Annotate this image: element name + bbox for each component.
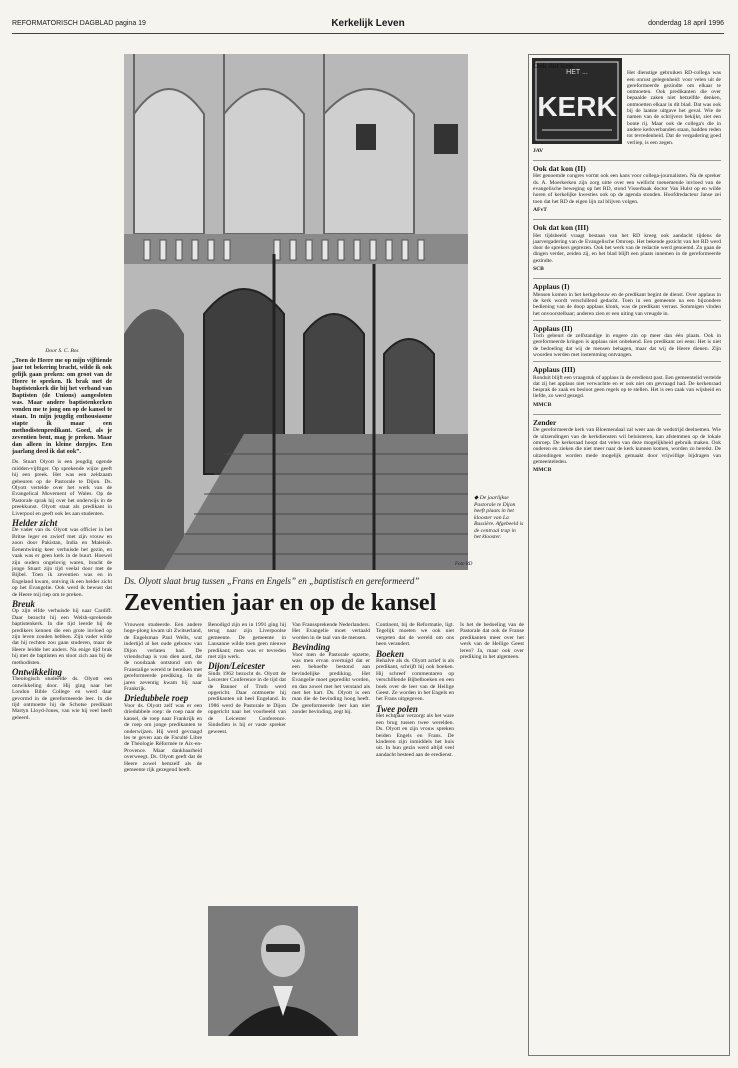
sidebar-heading: Applaus (II) bbox=[533, 323, 573, 333]
portrait-illustration bbox=[208, 906, 358, 1036]
photo-credit: Foto RD bbox=[455, 562, 473, 567]
column-text: Van Franssprekende Nederlanders. Het Evangelie moet vertaald worden in de taal van de mensen. bbox=[292, 622, 370, 641]
article-column-5 bbox=[460, 622, 524, 662]
column-text: Continent, bij de Reformatie, ligt. Tegelijk moeten we ook niet vergeten dat de wereld om ons heen verandert. bbox=[376, 622, 454, 648]
sidebar-text: Ronduit blijft een vraagstuk of applaus in de eredienst past. Een gemeentelid vertelde dat zij het applaus niet verwachtte en er ook niet om gevraagd had. De kerkenraad besprak de zaak en besloot geen regels op te stellen. Het is een zaak van wijsheid en liefde, zo werd gezegd. bbox=[533, 374, 722, 400]
sidebar-signature: MMCB bbox=[533, 401, 552, 408]
sidebar-divider bbox=[533, 278, 721, 279]
section-heading: Breuk bbox=[12, 598, 36, 609]
sidebar-text: Mensen komen in het kerkgebouw en de predikant begint de dienst. Over applaus in de kerk wordt verschillend gedacht. Toen in een gemeente na een bijzondere bediening van de doop applaus klonk, was de predikant verrast. Sommigen vinden het onvoorstelbaar; anderen zien er een uiting van vreugde in. bbox=[533, 291, 721, 317]
sidebar-column bbox=[533, 58, 721, 479]
sidebar-text: De gereformeerde kerk van Bloemendaal zal weer aan de wedstrijd deelnemen. Wie de uitzendingen van de kerkdiensten wil beluisteren, kan afstemmen op de lokale omroep. De kerkeraad hoopt dat velen van deze mogelijkheid gebruik maken. Ook ouderen en zieken die niet meer naar de kerk kunnen komen, worden zo bereikt. De uitzendingen worden mede mogelijk gemaakt door vrijwillige bijdragen van gemeenteleden. bbox=[533, 427, 721, 465]
photo-caption: ◆ De jaarlijkse Pastorale te Dijon heeft plaats in het klooster van La Bussière. Afgebeeld is de centraal trap in het klooster. bbox=[474, 495, 524, 540]
sidebar-text: Toch gebeurt de zelfstandige in engere zin op meer dan één plaats. Ook in gereformeerde kringen is applaus niet onbekend. Een predikant zei eens: Het is niet de bedoeling dat wij de mensen behagen, maar dat wij de Heere dienen. Zijn woorden werden met instemming ontvangen. bbox=[533, 333, 721, 358]
byline: Door S. C. Bos bbox=[45, 348, 79, 354]
column-heading: Twee polen bbox=[376, 703, 418, 714]
column-heading: Dijon/Leicester bbox=[208, 661, 265, 672]
column-text: Benodigd zijn en in 1991 ging hij terug naar zijn Liverpoolse gemeente. De gemeente in Lausanne wilde toen geen nieuwe predikant; men was er tevreden met zijn werk. bbox=[208, 622, 286, 661]
column-heading: Boeken bbox=[376, 648, 404, 659]
portrait-photo bbox=[208, 906, 358, 1036]
section-heading: Ontwikkeling bbox=[12, 667, 63, 677]
column-text: Vrouwen studeerde. Een andere hoge-ploeg kwam uit Zwitserland, de Engelsman Paul Wells, wat indertijd al het oude gebouw van Dijon verlaten had. De vriendschap is van dien aard, dat de noodzaak ontstond om de Franstalige wereld te bereiken met gereformeerde prediking. In de jaren zeventig kwam hij naar Frankrijk. bbox=[124, 622, 202, 693]
sidebar-divider bbox=[533, 160, 721, 161]
column-heading: Bevinding bbox=[292, 642, 331, 653]
sidebar-heading: Ook dat kon (II) bbox=[533, 164, 586, 174]
sidebar-heading: Zender bbox=[533, 418, 557, 428]
header-paper-page: REFORMATORISCH DAGBLAD pagina 19 bbox=[12, 20, 146, 27]
section-text: De vader van ds. Olyott was officier in het Britse leger en zwierf met zijn vrouw en zoon door Pakistan, India en Maleisië. Eenentwintig keer verhuisde het gezin, en vaak was er geen kerk in de buurt. Hoewel zijn ouders ongelovig waren, bracht de jonge Stuart zijn tijd veelal door met de Bijbel. Toen ik zeventien was en in Engeland kwam, ontving ik een helder zicht op het Evangelie. Ook werd ik bewust dat de Heere mij riep om te preken. bbox=[12, 527, 112, 598]
pull-quote: „Toen de Heere me op mijn vijftiende jaar tot bekering bracht, wilde ik ook gelijk gaan preken: om groot van de Heere te spreken. Ik brak met de baptistenkerk die bij het verband van Baptisten (de Unions) aangesloten was. Maar andere baptistenkerken vonden me te jong om op de kansel te staan. In mijn jeugdig enthousiasme stapte ik maar een methodistenpredikant. Goed, als je zeventien bent, mag je preken. Maar dan alleen in kleine dorpjes. Een jaarlang deed ik dat ook”. bbox=[12, 357, 112, 456]
article-headline: Zeventien jaar en op de kansel bbox=[124, 590, 437, 616]
column-text: Voor men de Pastorale opzette, was men ervan overtuigd dat er een behoefte bestond aan bevindelijke prediking. Het Evangelie moet gepredikt worden, en dan zowel met het verstand als met het hart. Ds. Olyott is een man die de bevinding hoog heeft. De gereformeerde leer kan niet zonder bevinding, zegt hij. bbox=[292, 651, 370, 716]
column-text: Het echtpaar verzorgt als het ware een brug tussen twee werelden. Ds. Olyott en zijn vrouw spreken beiden Engels en Frans. De kinderen zijn inmiddels het huis uit. In hun gezin werd altijd veel aandacht besteed aan de eredienst. bbox=[376, 713, 454, 758]
logo-top-text: HET ... bbox=[566, 69, 588, 76]
column-text: Sinds 1962 bezocht ds. Olyott de Leicester Conference in de tijd dat de Banner of Truth werd opgericht. Daar ontmoette hij predikanten uit heel Engeland. In 1986 werd de Pastorale te Dijon opgericht naar het voorbeeld van de Leicester Conference. Sindsdien is hij er vaste spreker geweest. bbox=[208, 670, 286, 735]
sidebar-heading: Ook dat kon (III) bbox=[533, 223, 589, 233]
section-text: Op zijn elfde verhuisde hij naar Cardiff. Daar bezocht hij een Welsh-sprekende baptistenkerk. In die tijd leerde hij de predikers kennen die een grote invloed op zijn leven zouden hebben. Zijn vader wilde dat hij rechten zou gaan studeren, maar de Heere leidde het anders. Na enige tijd brak hij met de baptisten en sloot zich aan bij de methodisten. bbox=[12, 608, 112, 666]
sidebar-divider bbox=[533, 320, 721, 321]
section-heading: Helder zicht bbox=[12, 518, 58, 529]
logo-main-text: KERK bbox=[537, 91, 617, 122]
column-text: Is het de bedoeling van de Pastorale dat ook de Franse predikanten meer over het werk van de Heilige Geest leren? Ja, maar ook over prediking in het algemeen. bbox=[460, 622, 524, 661]
sidebar-signature: MMCB bbox=[533, 467, 552, 474]
header-section-title: Kerkelijk Leven bbox=[331, 18, 405, 29]
sidebar-signature: JAV bbox=[533, 147, 544, 154]
intro-paragraph: Ds. Stuart Olyott is een jeugdig ogende midden-vijftiger. Op sprekende wijze geeft hij een preek. Het was een zeldzaam gebeuren op de Pastorale te Dijon. Ds. Olyott vertelde over het werk van de Evangelical Movement of Wales. Op de Pastorale sprak hij over het onderwijs in de preekkunst. Olyott staat als predikant in Liverpool en geeft ook les aan studenten. bbox=[12, 459, 112, 517]
column-text: Voor ds. Olyott zelf was er een driedubbele roep: de roep naar de kansel, de roep naar Frankrijk en de roep om jonge predikanten te onderwijzen. Hij werd gevraagd les te geven aan de Faculté Libre de Théologie Réformée te Aix-en-Provence. Maar dankbaarheid overweegt. Ds. Olyott geeft dat de Heere zowel hemzelf als de gemeente rijk gezegend heeft. bbox=[124, 702, 202, 773]
cloister-illustration bbox=[124, 54, 468, 570]
sidebar-divider bbox=[533, 219, 721, 220]
section-text: Theologisch studeerde ds. Olyott een ontwikkeling door. Hij ging naar het London Bible College en werd daar gevormd in de gereformeerde leer. In die tijd ontmoette hij de Schotse predikant Martyn Lloyd-Jones, van wie hij veel heeft geleerd. bbox=[12, 676, 112, 721]
article-column-4 bbox=[376, 622, 454, 760]
article-column-3 bbox=[292, 622, 370, 718]
sidebar-text: Het tijdsbeeld vraagt bestaan van het RD kreeg ook aandacht tijdens de jaarvergadering van de Evangelische Omroep. Het bekende gezicht van het RD werd door de sprekers geprezen. Ook het werk van de redactie werd genoemd. Zo gaan de dingen verder, zeiden zij, en het blad blijft een plaats innemen in de gereformeerde gezindte. bbox=[533, 232, 721, 264]
header-rule bbox=[12, 33, 724, 34]
sidebar-divider bbox=[533, 414, 721, 415]
column-heading: Driedubbele roep bbox=[124, 693, 189, 704]
sidebar-divider bbox=[533, 361, 721, 362]
column-text: Behalve als ds. Olyott actief is als predikant, schrijft hij ook boeken. Hij schreef commentaren op verschillende Bijbelboeken en een boek over de leer van de Heilige Geest. Ze worden in het Engels en het Frans uitgegeven. bbox=[376, 658, 454, 703]
sidebar-heading: Applaus (I) bbox=[533, 282, 570, 292]
sidebar-text: Het dienstige gebruiken RD-collega was een onrust gelegenheid: voor velen uit de gereformeerde gezindte om elkaar te ontmoeten. Ook predikanten die over bepaalde zaken niet hetzelfde denken, ontmoetten elkaar in dit blad. Dat was ook bij de laatste uitgave het geval. Wie de namen van de schrijvers bekijkt, ziet een bonte rij. Maar ook de collega's die in andere kerkverbanden staan, hadden reden tot tevredenheid. Dat de vergadering goed verliep, is een zegen. bbox=[627, 70, 721, 146]
sidebar-signature: AFvT bbox=[533, 206, 547, 213]
article-kicker: Ds. Olyott slaat brug tussen „Frans en Engels” en „baptistisch en gereformeerd” bbox=[124, 576, 420, 586]
sidebar-signature: SCB bbox=[533, 266, 544, 273]
left-column bbox=[12, 348, 112, 723]
page-header bbox=[12, 18, 724, 32]
sidebar-heading: Ook dat kon bbox=[533, 61, 574, 70]
article-column-1 bbox=[124, 622, 202, 775]
header-date: donderdag 18 april 1996 bbox=[648, 20, 724, 27]
cloister-staircase-photo bbox=[124, 54, 468, 570]
sidebar-heading: Applaus (III) bbox=[533, 365, 576, 375]
article-column-2 bbox=[208, 622, 286, 737]
sidebar-text: Het genoemde congres vormt ook een kans voor collega-journalisten. Na de spreker ds. A. Moerkerken zijn zorg uitte over een wellicht toenemende invloed van de evangelische beweging op het RD, stond Visserbaak doctor Van Hulst op en wilde horen of kerkelijke kwesties ook op de agenda stonden. Hoofdredacteur Janse zei toen dat het RD de eigen lijn zal blijven volgen. bbox=[533, 173, 721, 205]
